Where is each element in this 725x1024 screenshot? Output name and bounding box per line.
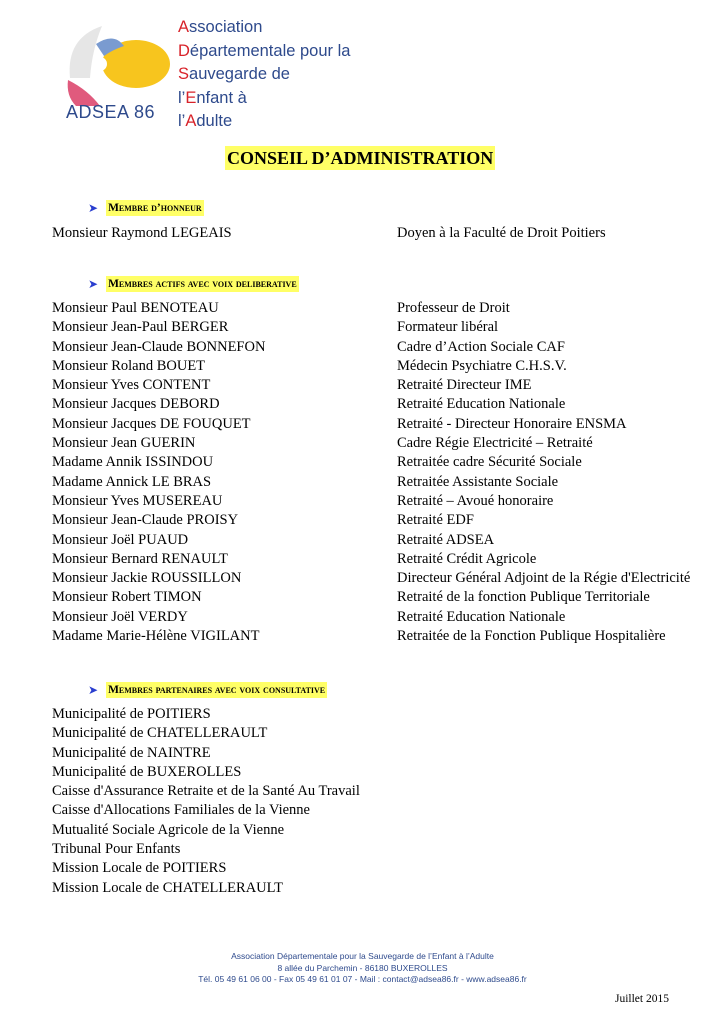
member-role: Retraité Crédit Agricole [397,550,537,567]
association-line-initial: A [185,112,197,130]
association-line [178,40,350,64]
association-line [178,87,350,111]
member-row [52,357,692,376]
member-name: Monsieur Paul BENOTEAU [52,300,219,316]
association-line [178,16,350,40]
member-name: Monsieur Robert TIMON [52,589,202,606]
member-row [52,453,692,472]
member-role: Cadre d’Action Sociale CAF [397,338,565,355]
member-name: Monsieur Roland BOUET [52,357,206,374]
member-name: Madame Annik ISSINDOU [52,454,214,471]
section-heading-actifs [88,276,299,292]
honneur-list [52,224,692,243]
member-role: Retraité Directeur IME [397,377,532,394]
association-line-initial: S [178,65,190,83]
member-name: Monsieur Jean-Claude PROISY [52,512,239,529]
document-date: Juillet 2015 [615,993,669,1005]
member-row [52,224,692,243]
member-role: Médecin Psychiatre C.H.S.V. [397,357,567,374]
partner-item: Mission Locale de POITIERS [52,860,227,877]
actifs-list [52,299,692,646]
footer-address: 8 allée du Parchemin - 86180 BUXEROLLES [277,962,448,973]
association-line-rest: épartementale pour la [189,41,351,60]
member-row [52,338,692,357]
member-row [52,434,692,453]
footer-line: Association Départementale pour la Sauvegarde de l’Enfant à l’Adulte [231,951,494,961]
member-name: Madame Marie-Hélène VIGILANT [52,628,260,645]
member-role: Retraité Education Nationale [397,608,566,625]
section-heading-text: Membre d’honneur [108,202,202,214]
member-name: Monsieur Joël PUAUD [52,531,189,548]
association-name [178,16,350,134]
association-line-prefix: l’ [178,88,186,107]
partner-item: Municipalité de BUXEROLLES [52,763,242,780]
member-row [52,569,692,588]
association-line-rest: ssociation [189,18,263,36]
logo-text: ADSEA 86 [66,102,156,122]
partner-item: Caisse d'Allocations Familiales de la Vienne [52,802,310,819]
member-row [52,395,692,414]
member-name: Madame Annick LE BRAS [52,473,212,490]
member-name: Monsieur Raymond LEGEAIS [52,225,232,241]
partner-item: Mutualité Sociale Agricole de la Vienne [52,821,284,838]
member-row [52,627,692,646]
footer-contact: Tél. 05 49 61 06 00 - Fax 05 49 61 01 07 - Mail : contact@adsea86.fr - www.adsea86.fr [198,974,527,984]
association-line-initial: D [178,41,190,60]
partenaires-list [52,705,360,898]
member-name: Monsieur Jackie ROUSSILLON [52,570,242,587]
association-line-rest: auvegarde de [189,65,290,83]
association-line [178,110,350,134]
member-row [52,376,692,395]
arrow-icon: ➤ [88,201,99,215]
member-name: Monsieur Jacques DEBORD [52,396,220,413]
member-role: Professeur de Droit [397,300,510,316]
member-role: Retraitée Assistante Sociale [397,473,559,490]
member-role: Retraité Education Nationale [397,396,566,413]
member-role: Retraité de la fonction Publique Territoriale [397,589,650,606]
association-line [178,63,350,87]
member-name: Monsieur Jean GUERIN [52,435,196,452]
section-heading-honneur [88,200,204,216]
member-role: Doyen à la Faculté de Droit Poitiers [397,225,606,241]
member-row [52,608,692,627]
footer [0,951,725,986]
member-role: Directeur Général Adjoint de la Régie d'Electricité [397,570,691,587]
member-name: Monsieur Jean-Claude BONNEFON [52,338,266,355]
member-row [52,588,692,607]
member-row [52,473,692,492]
member-role: Retraité – Avoué honoraire [397,492,554,509]
member-role: Retraité - Directeur Honoraire ENSMA [397,415,627,432]
section-heading-partenaires [88,682,327,698]
partner-item: Municipalité de POITIERS [52,706,211,722]
association-line-initial: E [185,88,197,107]
member-row [52,492,692,511]
member-role: Retraité EDF [397,512,474,529]
member-name: Monsieur Yves CONTENT [52,377,211,394]
association-line-rest: nfant à [196,88,247,107]
partner-item: Caisse d'Assurance Retraite et de la Santé Au Travail [52,783,360,800]
member-role: Formateur libéral [397,319,499,336]
member-row [52,318,692,337]
member-role: Retraité ADSEA [397,531,495,548]
page-title: CONSEIL D’ADMINISTRATION [227,148,494,168]
association-line-prefix: l’ [178,112,186,130]
member-row [52,531,692,550]
member-row [52,299,692,318]
arrow-icon: ➤ [88,277,99,291]
member-row [52,415,692,434]
partner-item: Mission Locale de CHATELLERAULT [52,879,284,896]
member-role: Retraitée de la Fonction Publique Hospitalière [397,628,666,645]
member-name: Monsieur Jean-Paul BERGER [52,319,229,336]
member-name: Monsieur Joël VERDY [52,608,188,625]
member-role: Retraitée cadre Sécurité Sociale [397,454,582,471]
member-name: Monsieur Yves MUSEREAU [52,492,223,509]
member-name: Monsieur Jacques DE FOUQUET [52,415,251,432]
partner-item: Municipalité de NAINTRE [52,744,211,761]
member-row [52,550,692,569]
partner-item: Tribunal Pour Enfants [52,841,181,858]
section-heading-text: Membres partenaires avec voix consultative [108,684,326,696]
partner-item: Municipalité de CHATELLERAULT [52,725,268,742]
member-name: Monsieur Bernard RENAULT [52,550,228,567]
arrow-icon: ➤ [88,683,99,697]
association-line-rest: dulte [196,112,233,130]
member-row [52,511,692,530]
association-line-initial: A [178,18,190,36]
section-heading-text: Membres actifs avec voix deliberative [108,278,297,290]
member-role: Cadre Régie Electricité – Retraité [397,435,593,452]
